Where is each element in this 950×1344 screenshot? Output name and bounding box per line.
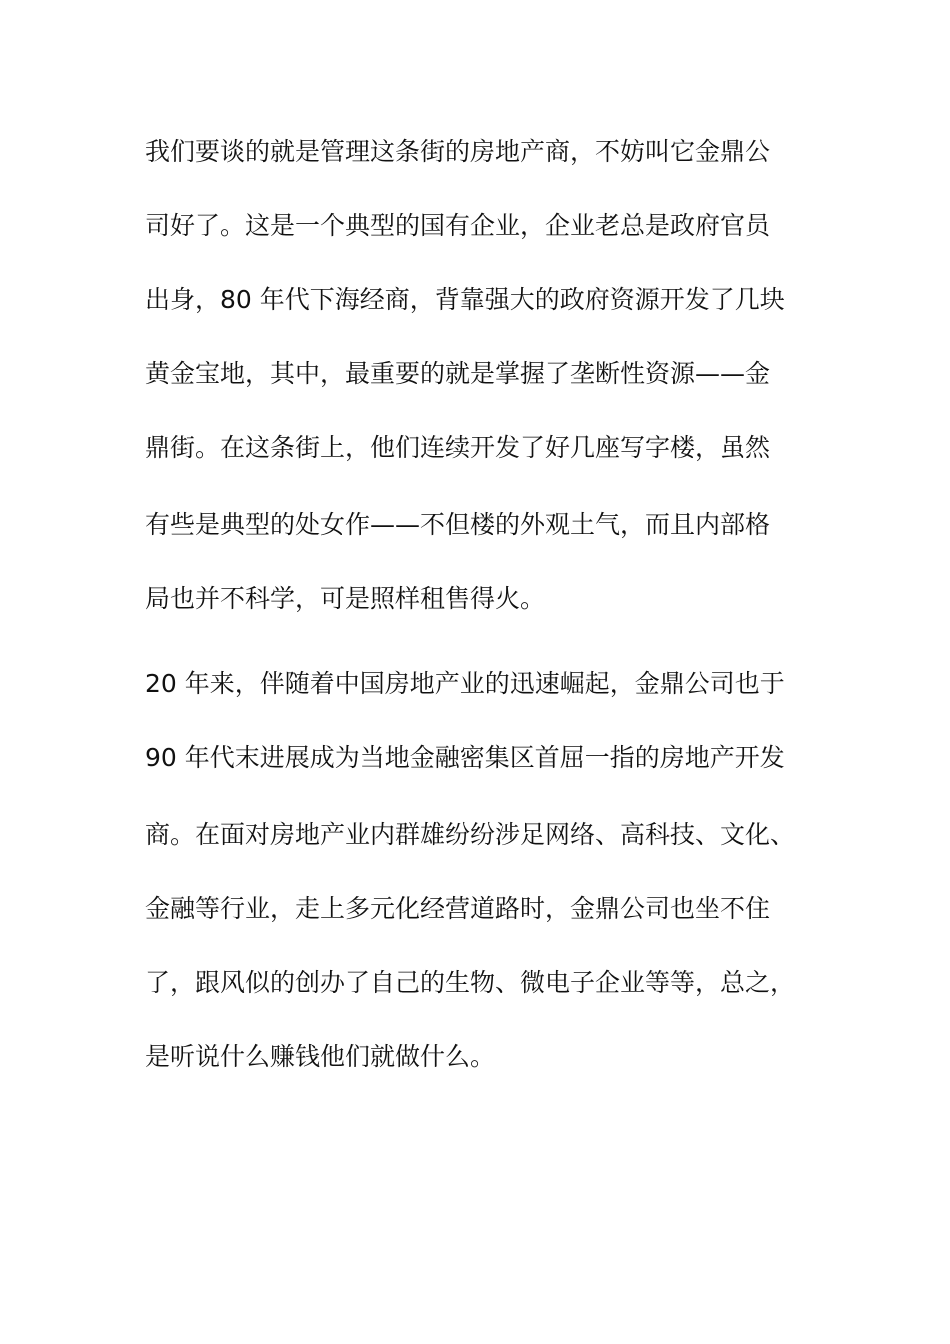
text-line: 鼎街。在这条街上，他们连续开发了好几座写字楼，虽然 — [145, 433, 771, 462]
text-line: 90 年代末进展成为当地金融密集区首屈一指的房地产开发 — [145, 743, 785, 772]
text-line: 有些是典型的处女作——不但楼的外观土气，而且内部格 — [145, 510, 771, 539]
text-line: 司好了。这是一个典型的国有企业，企业老总是政府官员 — [145, 211, 771, 240]
text-line: 了，跟风似的创办了自己的生物、微电子企业等等，总之， — [145, 968, 796, 997]
text-line: 是听说什么赚钱他们就做什么。 — [145, 1042, 496, 1071]
text-line: 20 年来，伴随着中国房地产业的迅速崛起，金鼎公司也于 — [145, 669, 785, 698]
text-line: 局也并不科学，可是照样租售得火。 — [145, 584, 546, 613]
text-line: 我们要谈的就是管理这条街的房地产商，不妨叫它金鼎公 — [145, 137, 771, 166]
text-line: 商。在面对房地产业内群雄纷纷涉足网络、高科技、文化、 — [145, 820, 796, 849]
text-line: 黄金宝地，其中，最重要的就是掌握了垄断性资源——金 — [145, 359, 771, 388]
text-line: 金融等行业，走上多元化经营道路时，金鼎公司也坐不住 — [145, 894, 771, 923]
text-line: 出身，80 年代下海经商，背靠强大的政府资源开发了几块 — [145, 285, 785, 314]
